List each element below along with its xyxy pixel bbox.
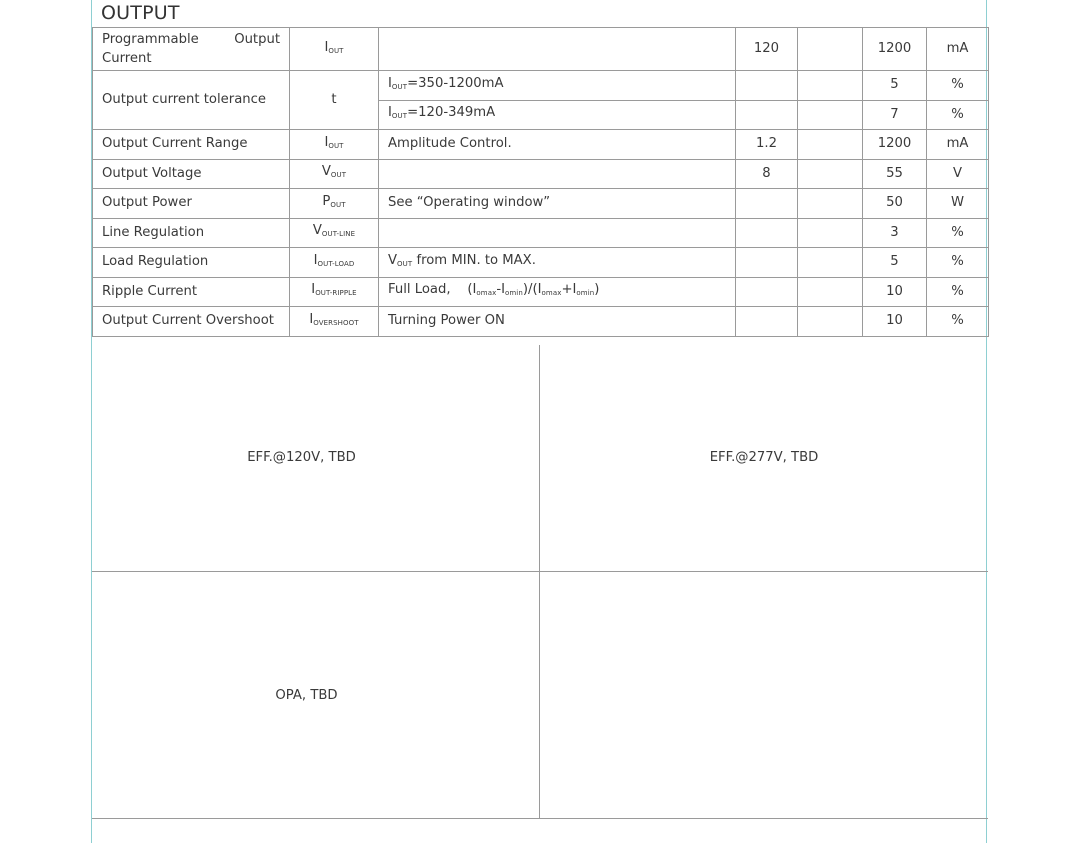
condition-cell: Turning Power ON — [379, 307, 736, 337]
unit-cell: mA — [927, 28, 989, 71]
param-cell: Programmable Output Current — [93, 28, 290, 71]
param-cell: Line Regulation — [93, 218, 290, 248]
symbol-cell: $V_{OUT}$ — [290, 159, 379, 189]
typ-cell — [798, 159, 863, 189]
param-cell: Output Voltage — [93, 159, 290, 189]
min-cell: 8 — [736, 159, 798, 189]
param-cell: Output Current Range — [93, 130, 290, 160]
min-cell — [736, 71, 798, 101]
table-row — [93, 159, 989, 189]
panel-label: EFF.@277V, TBD — [709, 449, 819, 465]
unit-cell: % — [927, 248, 989, 278]
condition-cell: Full Load, $(I_{omax}-I_{omin})/(I_{omax}+I_{omin})$ — [379, 277, 736, 307]
param-cell: Output Power — [93, 189, 290, 219]
table-row — [93, 277, 989, 307]
typ-cell — [798, 71, 863, 101]
max-cell: 5 — [863, 248, 927, 278]
max-cell: 10 — [863, 277, 927, 307]
min-cell: 1.2 — [736, 130, 798, 160]
symbol-cell: $I_{OUT-RIPPLE}$ — [290, 277, 379, 307]
unit-cell: V — [927, 159, 989, 189]
unit-cell: % — [927, 307, 989, 337]
max-cell: 1200 — [863, 28, 927, 71]
panel-eff-277v — [540, 345, 988, 571]
max-cell: 5 — [863, 71, 927, 101]
max-cell: 7 — [863, 100, 927, 130]
ripple-formula: $(I_{omax}-I_{omin})/(I_{omax}+I_{omin})$ — [467, 282, 600, 298]
typ-cell — [798, 218, 863, 248]
table-row — [93, 130, 989, 160]
param-cell: Output current tolerance — [93, 71, 290, 130]
table-row — [93, 307, 989, 337]
param-cell: Load Regulation — [93, 248, 290, 278]
unit-cell: W — [927, 189, 989, 219]
typ-cell — [798, 248, 863, 278]
condition-cell: See “Operating window” — [379, 189, 736, 219]
symbol-cell: $I_{OVERSHOOT}$ — [290, 307, 379, 337]
min-cell — [736, 189, 798, 219]
param-cell: Output Current Overshoot — [93, 307, 290, 337]
chart-panels — [92, 345, 988, 819]
table-row — [93, 28, 989, 71]
typ-cell — [798, 277, 863, 307]
param-cell: Ripple Current — [93, 277, 290, 307]
unit-cell: % — [927, 100, 989, 130]
max-cell: 10 — [863, 307, 927, 337]
symbol-cell: $I_{OUT}$ — [290, 28, 379, 71]
condition-cell: $I_{OUT}=120-349mA$ — [379, 100, 736, 130]
condition-cell: Amplitude Control. — [379, 130, 736, 160]
unit-cell: % — [927, 218, 989, 248]
typ-cell — [798, 100, 863, 130]
condition-cell — [379, 28, 736, 71]
panel-empty — [540, 572, 988, 818]
min-cell — [736, 277, 798, 307]
datasheet-frame — [91, 0, 987, 843]
symbol-cell: t — [290, 71, 379, 130]
unit-cell: mA — [927, 130, 989, 160]
unit-cell: % — [927, 277, 989, 307]
max-cell: 3 — [863, 218, 927, 248]
condition-cell — [379, 159, 736, 189]
max-cell: 50 — [863, 189, 927, 219]
max-cell: 55 — [863, 159, 927, 189]
min-cell — [736, 100, 798, 130]
min-cell: 120 — [736, 28, 798, 71]
panel-label: EFF.@120V, TBD — [247, 449, 356, 465]
section-title: OUTPUT — [101, 2, 180, 24]
symbol-cell: $I_{OUT-LOAD}$ — [290, 248, 379, 278]
table-row — [93, 189, 989, 219]
symbol-cell: $I_{OUT}$ — [290, 130, 379, 160]
output-spec-table — [92, 27, 989, 337]
min-cell — [736, 248, 798, 278]
table-row — [93, 71, 989, 101]
table-row — [93, 248, 989, 278]
symbol-cell: $V_{OUT-LINE}$ — [290, 218, 379, 248]
symbol-cell: $P_{OUT}$ — [290, 189, 379, 219]
chart-row-opa — [92, 572, 988, 819]
min-cell — [736, 307, 798, 337]
chart-row-efficiency — [92, 345, 988, 572]
condition-cell — [379, 218, 736, 248]
min-cell — [736, 218, 798, 248]
panel-eff-120v — [92, 345, 540, 571]
condition-cell: $V_{OUT}$ from MIN. to MAX. — [379, 248, 736, 278]
panel-label: OPA, TBD — [275, 687, 338, 703]
typ-cell — [798, 307, 863, 337]
condition-cell: $I_{OUT}=350-1200mA$ — [379, 71, 736, 101]
typ-cell — [798, 28, 863, 71]
table-row — [93, 218, 989, 248]
panel-opa — [92, 572, 540, 818]
typ-cell — [798, 189, 863, 219]
max-cell: 1200 — [863, 130, 927, 160]
unit-cell: % — [927, 71, 989, 101]
typ-cell — [798, 130, 863, 160]
